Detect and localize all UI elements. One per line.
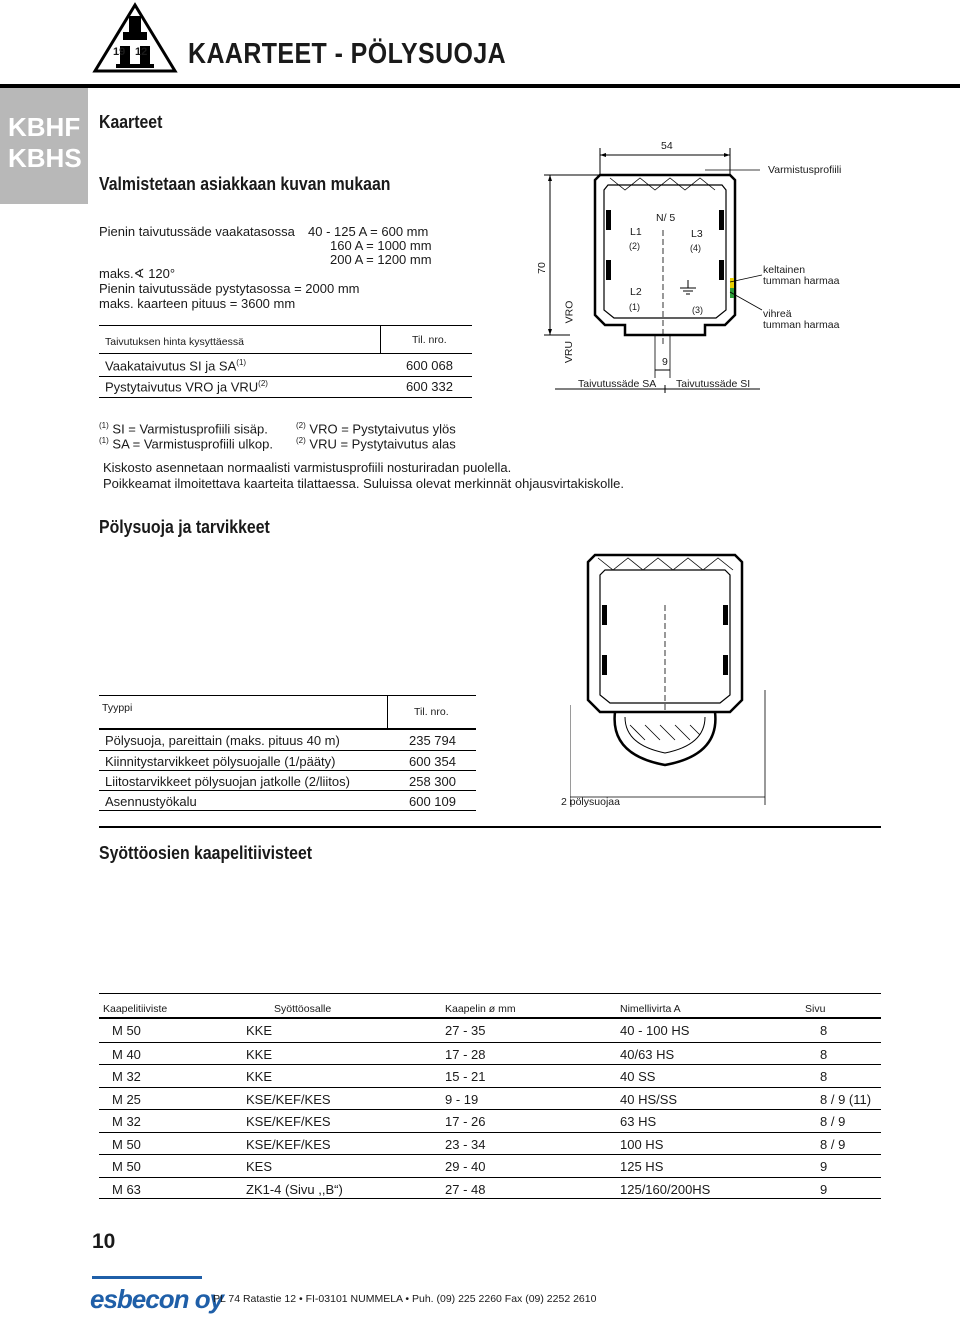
cable-gland-cell: M 25 (112, 1091, 141, 1107)
cable-diameter-cell: 17 - 28 (445, 1046, 486, 1062)
footer-address: PL 74 Ratastie 12 • FI-03101 NUMMELA • Puh. (09) 225 2260 Fax (09) 2252 2610 (213, 1293, 597, 1305)
page-ref-cell: 8 (820, 1069, 828, 1084)
angle-icon: ∢ (133, 266, 145, 281)
radius-value-1: 40 - 125 A = 600 mm (308, 224, 429, 239)
feed-unit-cell: KKE (246, 1069, 273, 1084)
price-row (99, 376, 472, 397)
rated-current-cell: 100 HS (620, 1136, 664, 1152)
polysuoja-table-divider (387, 695, 388, 728)
cable-gland-cell: M 40 (112, 1046, 141, 1062)
cable-gland-cell: M 63 (112, 1181, 141, 1197)
page-ref-cell: 9 (820, 1159, 828, 1174)
feed-unit-cell: KSE/KEF/KES (246, 1091, 331, 1107)
rated-current-cell: 40 HS/SS (620, 1091, 678, 1107)
price-table-divider (380, 325, 381, 353)
polysuoja-row-label: Asennustyökalu (105, 794, 197, 809)
price-row-text: Vaakataivutus SI ja SA (105, 358, 237, 374)
install-note-1: Kiskosto asennetaan normaalisti varmistusprofiili nosturiradan puolella. (103, 460, 512, 475)
dim-54-label: 54 (661, 140, 673, 152)
footer-rule (92, 1276, 202, 1279)
section-separator (99, 826, 881, 828)
subheading-custom: Valmistetaan asiakkaan kuvan mukaan (99, 174, 391, 194)
product-band (0, 88, 88, 204)
polysuoja-table-bottom-rule (99, 810, 476, 811)
feed-unit-cell: ZK1-4 (Sivu ,,B“) (246, 1181, 343, 1197)
max-length-label: maks. kaarteen pituus = 3600 mm (99, 296, 296, 311)
brand-logo: esbecon oy (90, 1284, 224, 1314)
cable-col-header: Nimellivirta A (620, 1003, 681, 1015)
price-row (99, 355, 472, 376)
price-row-text: Pystytaivutus VRO ja VRU (105, 379, 259, 395)
cable-table-row (99, 1132, 881, 1155)
cable-table-row (99, 1154, 881, 1177)
logo-number-left: 19 (113, 46, 126, 58)
page-ref-cell: 8 / 9 (820, 1114, 846, 1129)
price-row-sup: (2) (258, 379, 268, 388)
dim-70-label: 70 (535, 262, 548, 274)
cable-diameter-cell: 9 - 19 (445, 1091, 479, 1107)
polysuoja-row-value: 600 354 (409, 754, 456, 769)
polysuoja-row (99, 730, 476, 751)
cable-gland-cell: M 50 (112, 1136, 141, 1152)
taivutussade-sa-label: Taivutussäde SA (578, 378, 657, 390)
page-title: KAARTEET - PÖLYSUOJA (188, 38, 507, 70)
pe-sub-label: (3) (692, 305, 703, 315)
polysuoja-row-label: Pölysuoja, pareittain (maks. pituus 40 m) (105, 733, 340, 748)
max-angle-label (99, 266, 175, 281)
keltainen-label: keltainen (763, 264, 806, 276)
polysuoja-header-left: Tyyppi (102, 702, 133, 714)
cable-diameter-cell: 15 - 21 (445, 1069, 486, 1084)
price-table-top-rule (99, 325, 472, 326)
rated-current-cell: 40 - 100 HS (620, 1023, 690, 1038)
cable-diameter-cell: 17 - 26 (445, 1114, 486, 1129)
feed-unit-cell: KKE (246, 1023, 273, 1038)
section-heading-kaarteet: Kaarteet (99, 112, 163, 132)
page-ref-cell: 8 / 9 (11) (820, 1091, 872, 1107)
l1-label: L1 (630, 226, 642, 238)
cable-col-header: Syöttöosalle (274, 1003, 332, 1015)
install-note-2: Poikkeamat ilmoitettava kaarteita tilattaessa. Suluissa olevat merkinnät ohjausvirtakiskolle. (103, 476, 624, 491)
feed-unit-cell: KSE/KEF/KES (246, 1136, 331, 1152)
cable-diameter-cell: 27 - 35 (445, 1023, 486, 1038)
logo-number-right: 12 (135, 46, 148, 58)
cable-table-row (99, 1064, 881, 1087)
tumman-harmaa-label-2: tumman harmaa (763, 319, 840, 331)
page-ref-cell: 9 (820, 1181, 828, 1197)
price-table-header-right: Til. nro. (412, 334, 447, 346)
price-table-header-left: Taivutuksen hinta kysyttäessä (105, 336, 244, 348)
polysuoja-row-label: Kiinnitystarvikkeet pölysuojalle (1/pääty) (105, 754, 336, 769)
vro-label: VRO (563, 300, 576, 324)
footnote-text: SA = Varmistusprofiili ulkop. (112, 436, 273, 452)
page-ref-cell: 8 / 9 (820, 1136, 846, 1152)
dust-cover-caption: 2 pölysuojaa (561, 796, 620, 808)
vru-label: VRU (563, 340, 576, 364)
section-heading-kaapelitiivisteet: Syöttöosien kaapelitiivisteet (99, 843, 313, 863)
polysuoja-row (99, 770, 476, 792)
l3-label: L3 (691, 228, 703, 240)
l3-sub-label: (4) (690, 243, 701, 253)
page-number: 10 (92, 1230, 116, 1253)
dust-cover-diagram (570, 545, 770, 805)
cable-gland-cell: M 32 (112, 1069, 141, 1084)
footnote-vru (296, 433, 456, 451)
cable-table-row (99, 1042, 881, 1065)
tumman-harmaa-label-1: tumman harmaa (763, 275, 840, 287)
cable-table-row (99, 1019, 881, 1041)
footnote-sup: (1) (99, 421, 109, 430)
feed-unit-cell: KSE/KEF/KES (246, 1114, 331, 1129)
price-row-label (105, 379, 268, 394)
rated-current-cell: 40 SS (620, 1069, 656, 1084)
cable-gland-cell: M 50 (112, 1159, 141, 1174)
n5-label: N/ 5 (656, 212, 676, 224)
rated-current-cell: 40/63 HS (620, 1046, 675, 1062)
cable-col-header: Sivu (805, 1003, 826, 1015)
header-divider (0, 84, 960, 88)
cable-diameter-cell: 23 - 34 (445, 1136, 486, 1152)
warning-logo-icon (92, 2, 178, 74)
feed-unit-cell: KES (246, 1159, 273, 1174)
radius-vertical-label: Pienin taivutussäde pystytasossa = 2000 mm (99, 281, 360, 296)
price-row-label (105, 358, 246, 373)
polysuoja-header-right: Til. nro. (414, 706, 449, 718)
polysuoja-table-top-rule (99, 695, 476, 696)
bend-radius-rule (555, 385, 760, 393)
section-heading-polysuoja: Pölysuoja ja tarvikkeet (99, 517, 270, 537)
rated-current-cell: 63 HS (620, 1114, 657, 1129)
l1-sub-label: (2) (629, 241, 640, 251)
max-angle-prefix: maks. (99, 266, 134, 281)
polysuoja-row (99, 750, 476, 772)
footnote-sup: (2) (296, 436, 306, 445)
footnote-text: VRU = Pystytaivutus alas (309, 436, 456, 452)
l2-sub-label: (1) (629, 302, 640, 312)
l2-label: L2 (630, 286, 642, 298)
cable-diameter-cell: 29 - 40 (445, 1159, 486, 1174)
cable-table-bottom-rule (99, 1198, 881, 1199)
price-row-value: 600 068 (406, 358, 453, 373)
price-table-bottom-rule (99, 397, 472, 398)
cable-col-header: Kaapelin ø mm (445, 1003, 516, 1015)
radius-value-3: 200 A = 1200 mm (330, 252, 432, 267)
footnote-sup: (2) (296, 421, 306, 430)
dim-9-label: 9 (662, 356, 668, 368)
cable-gland-cell: M 50 (112, 1023, 141, 1038)
band-label-kbhs: KBHS (8, 143, 82, 173)
radius-horizontal-label: Pienin taivutussäde vaakatasossa (99, 224, 295, 239)
cable-table-row (99, 1177, 881, 1200)
max-angle-value: 120° (148, 266, 176, 281)
polysuoja-row-value: 600 109 (409, 794, 456, 809)
polysuoja-row-label: Liitostarvikkeet pölysuojan jatkolle (2/liitos) (105, 774, 350, 789)
footnote-text: VRO = Pystytaivutus ylös (309, 421, 456, 437)
cable-gland-cell: M 32 (112, 1114, 141, 1129)
cable-col-header: Kaapelitiiviste (103, 1003, 168, 1015)
cable-diameter-cell: 27 - 48 (445, 1181, 486, 1197)
polysuoja-row (99, 790, 476, 812)
cable-table-row (99, 1109, 881, 1132)
taivutussade-si-label: Taivutussäde SI (676, 378, 751, 390)
price-row-value: 600 332 (406, 379, 453, 394)
cable-table-top-rule (99, 993, 881, 994)
page-ref-cell: 8 (820, 1023, 828, 1038)
vihrea-label: vihreä (763, 308, 792, 320)
band-label-kbhf: KBHF (8, 112, 81, 142)
varmistusprofiili-label: Varmistusprofiili (768, 164, 842, 176)
footnote-text: SI = Varmistusprofiili sisäp. (112, 421, 268, 437)
price-row-sup: (1) (236, 358, 247, 367)
footnote-sa (99, 433, 273, 451)
feed-unit-cell: KKE (246, 1046, 273, 1062)
page-ref-cell: 8 (820, 1046, 828, 1062)
cable-table-row (99, 1087, 881, 1110)
rated-current-cell: 125 HS (620, 1159, 664, 1174)
footnote-sup: (1) (99, 436, 109, 445)
polysuoja-row-value: 235 794 (409, 733, 456, 748)
price-table-header-rule (99, 353, 472, 354)
rated-current-cell: 125/160/200HS (620, 1181, 711, 1197)
polysuoja-row-value: 258 300 (409, 774, 456, 789)
radius-value-2: 160 A = 1000 mm (330, 238, 432, 253)
